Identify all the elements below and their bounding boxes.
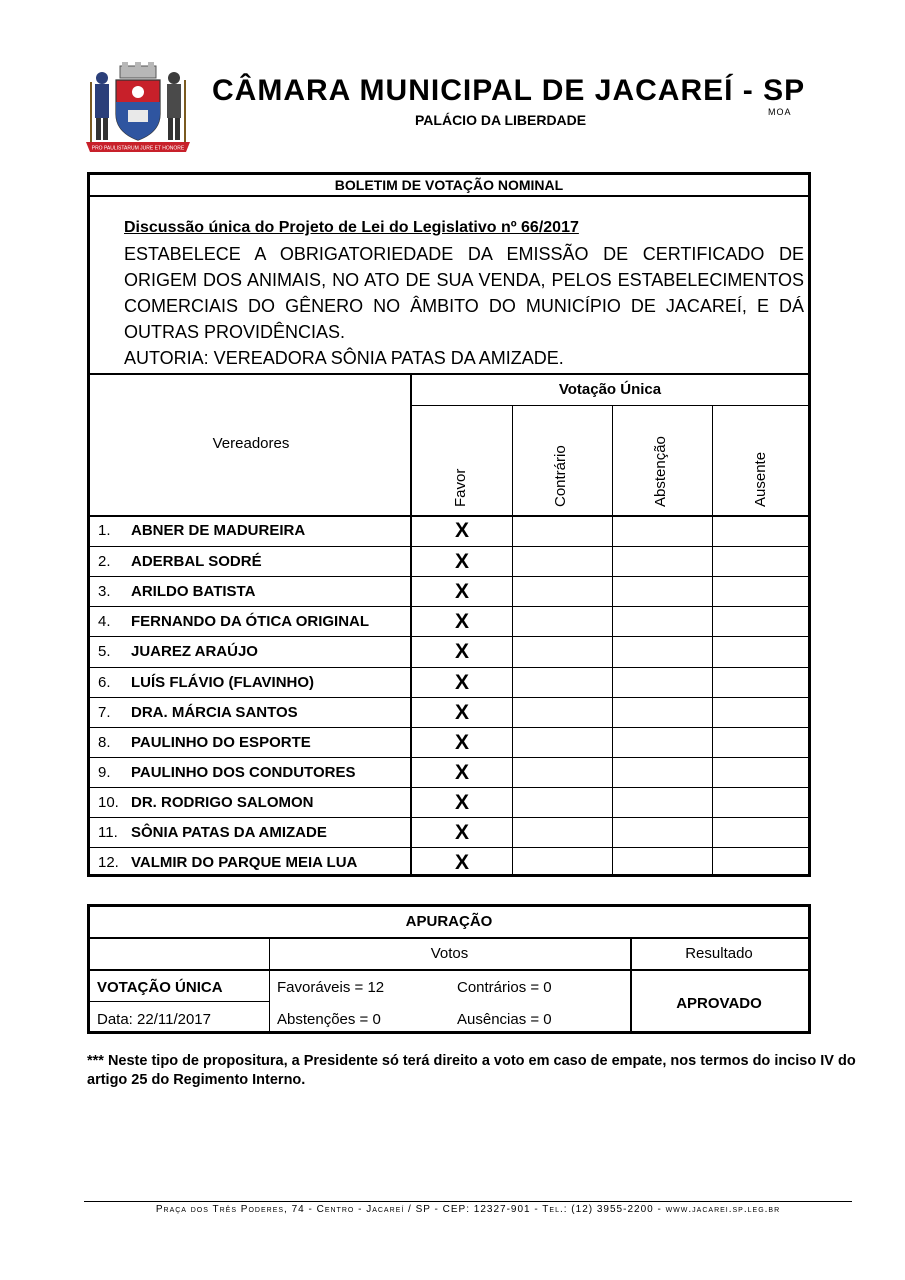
vote-mark-favor: X — [454, 700, 469, 724]
column-divider — [512, 405, 513, 874]
column-header-ausente: Ausente — [752, 451, 769, 507]
divider — [90, 1001, 269, 1002]
page-subtitle: PALÁCIO DA LIBERDADE — [415, 112, 587, 128]
divider — [412, 405, 808, 406]
bulletin-title: BOLETIM DE VOTAÇÃO NOMINAL — [90, 175, 808, 197]
vote-mark-favor: X — [454, 640, 469, 664]
vereador-name: ADERBAL SODRÉ — [131, 553, 262, 571]
svg-text:PRO PAULISTARUM JURE ET HONORE: PRO PAULISTARUM JURE ET HONORE — [91, 145, 185, 152]
column-header-favor: Favor — [452, 468, 469, 507]
bill-description-block — [124, 215, 804, 371]
vereador-name: ARILDO BATISTA — [131, 583, 256, 601]
tally-ausencias: Ausências = 0 — [457, 1011, 552, 1028]
vereador-name: FERNANDO DA ÓTICA ORIGINAL — [131, 613, 370, 631]
table-row — [90, 516, 808, 546]
table-row — [90, 636, 808, 667]
vereador-name: DRA. MÁRCIA SANTOS — [131, 703, 298, 721]
vote-mark-favor: X — [454, 851, 469, 875]
votos-header: Votos — [430, 945, 469, 962]
session-label: VOTAÇÃO ÚNICA — [97, 979, 223, 996]
vote-mark-favor: X — [454, 580, 469, 604]
vote-mark-favor: X — [454, 790, 469, 814]
row-number: 11. — [98, 824, 118, 841]
table-row — [90, 817, 808, 848]
footer-divider — [84, 1201, 852, 1202]
row-number: 2. — [98, 553, 111, 571]
row-number: 12. — [98, 854, 119, 872]
vote-mark-favor: X — [454, 610, 469, 634]
vote-mark-favor: X — [454, 519, 469, 542]
vereador-name: DR. RODRIGO SALOMON — [131, 793, 314, 811]
row-number: 4. — [98, 613, 111, 631]
municipal-crest-logo — [82, 62, 194, 154]
page-title: CÂMARA MUNICIPAL DE JACAREÍ - SP — [212, 74, 806, 107]
tally-abstencoes: Abstenções = 0 — [277, 1011, 381, 1028]
vereador-name: VALMIR DO PARQUE MEIA LUA — [131, 854, 358, 872]
column-divider — [410, 373, 412, 874]
tally-table — [87, 904, 811, 1034]
row-number: 3. — [98, 583, 111, 601]
resultado-header: Resultado — [685, 945, 753, 962]
row-number: 5. — [98, 643, 111, 661]
row-number: 10. — [98, 793, 119, 811]
column-header-abstencao: Abstenção — [652, 436, 669, 507]
footer-address: Praça dos Três Poderes, 74 - Centro - Jacareí / SP - CEP: 12327-901 - Tel.: (12) 3955-2200 - www.jacarei.sp.leg.br — [155, 1204, 781, 1215]
table-row — [90, 606, 808, 637]
table-row — [90, 697, 808, 728]
column-divider — [712, 405, 713, 874]
vereador-name: ABNER DE MADUREIRA — [131, 522, 306, 539]
vereador-name: PAULINHO DO ESPORTE — [131, 733, 311, 751]
vote-mark-favor: X — [454, 760, 469, 784]
row-number: 8. — [98, 733, 111, 751]
footnote: *** Neste tipo de propositura, a Presidente só terá direito a voto em caso de empate, nos termos do inciso IV do artigo 25 do Regimento Interno. — [87, 1053, 856, 1088]
tally-contrarios: Contrários = 0 — [457, 979, 552, 996]
row-number: 6. — [98, 673, 111, 691]
vereador-name: SÔNIA PATAS DA AMIZADE — [131, 824, 327, 841]
tally-title: APURAÇÃO — [90, 907, 808, 939]
bill-subject: Discussão única do Projeto de Lei do Legislativo nº 66/2017 — [124, 219, 579, 236]
table-row — [90, 787, 808, 818]
row-number: 7. — [98, 703, 111, 721]
vote-mark-favor: X — [454, 730, 469, 754]
table-row — [90, 847, 808, 878]
column-divider — [612, 405, 613, 874]
row-number: 1. — [98, 522, 111, 539]
vote-mark-favor: X — [454, 821, 469, 844]
bill-description: ESTABELECE A OBRIGATORIEDADE DA EMISSÃO DE CERTIFICADO DE ORIGEM DOS ANIMAIS, NO ATO DE SUA VENDA, PELOS ESTABELECIMENTOS COMERCIAIS DO GÊNERO NO ÂMBITO DO MUNICÍPIO DE JACAREÍ, E DÁ OUTRAS PROVIDÊNCIAS. — [124, 244, 804, 342]
divider — [90, 969, 808, 971]
session-date: Data: 22/11/2017 — [97, 1011, 211, 1028]
vereadores-column-header: Vereadores — [212, 435, 290, 452]
table-row — [90, 546, 808, 577]
table-row — [90, 667, 808, 698]
vote-mark-favor: X — [454, 670, 469, 694]
table-row — [90, 727, 808, 758]
vote-mark-favor: X — [454, 550, 469, 574]
header-code: MOA — [768, 107, 792, 117]
result-value: APROVADO — [676, 995, 762, 1012]
table-row — [90, 757, 808, 788]
vereador-name: JUAREZ ARAÚJO — [131, 643, 258, 661]
voting-column-group-header: Votação Única — [558, 381, 662, 398]
bill-authorship: AUTORIA: VEREADORA SÔNIA PATAS DA AMIZADE. — [124, 348, 564, 368]
voting-bulletin-table — [87, 172, 811, 877]
table-row — [90, 576, 808, 607]
vereador-name: PAULINHO DOS CONDUTORES — [131, 763, 356, 781]
tally-favoraveis: Favoráveis = 12 — [277, 979, 385, 996]
vereador-name: LUÍS FLÁVIO (FLAVINHO) — [131, 673, 315, 691]
column-header-contrario: Contrário — [552, 445, 569, 507]
row-number: 9. — [98, 763, 111, 781]
